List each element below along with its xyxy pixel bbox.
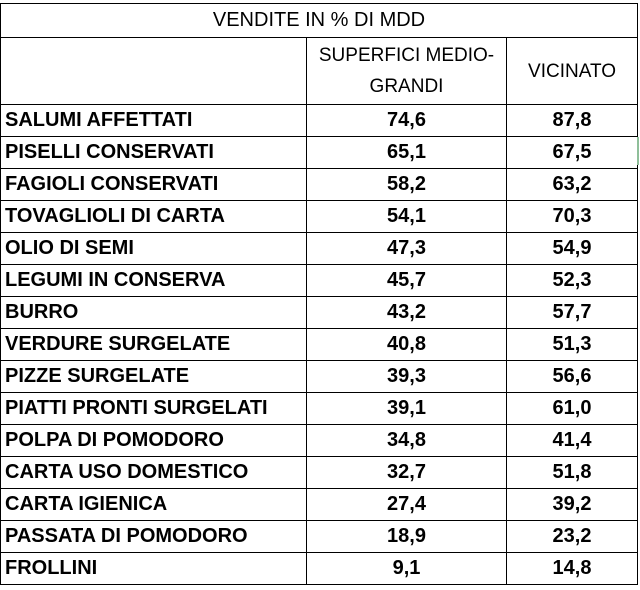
table-row bbox=[1, 169, 638, 201]
value-vicinato: 51,8 bbox=[507, 457, 638, 489]
table-row bbox=[1, 361, 638, 393]
table-title: VENDITE IN % DI MDD bbox=[1, 4, 638, 38]
value-vicinato: 87,8 bbox=[507, 105, 638, 137]
value-vicinato: 51,3 bbox=[507, 329, 638, 361]
title-row bbox=[1, 4, 638, 38]
row-label: TOVAGLIOLI DI CARTA bbox=[1, 201, 307, 233]
row-label: BURRO bbox=[1, 297, 307, 329]
header-vicinato bbox=[507, 38, 638, 105]
value-superfici-medio-grandi: 74,6 bbox=[307, 105, 507, 137]
table-row bbox=[1, 457, 638, 489]
value-superfici-medio-grandi: 34,8 bbox=[307, 425, 507, 457]
value-superfici-medio-grandi: 18,9 bbox=[307, 521, 507, 553]
table-row bbox=[1, 553, 638, 585]
value-vicinato: 14,8 bbox=[507, 553, 638, 585]
value-vicinato: 54,9 bbox=[507, 233, 638, 265]
header-line: GRANDI bbox=[369, 76, 444, 97]
row-label: PIATTI PRONTI SURGELATI bbox=[1, 393, 307, 425]
header-line: VICINATO bbox=[528, 60, 616, 82]
table-row bbox=[1, 265, 638, 297]
table-row bbox=[1, 201, 638, 233]
value-vicinato: 56,6 bbox=[507, 361, 638, 393]
table-row bbox=[1, 393, 638, 425]
table-body bbox=[1, 4, 638, 585]
value-vicinato: 67,5 bbox=[507, 137, 638, 169]
row-label: CARTA IGIENICA bbox=[1, 489, 307, 521]
value-vicinato: 41,4 bbox=[507, 425, 638, 457]
row-label: FROLLINI bbox=[1, 553, 307, 585]
cell-selection-marker bbox=[637, 137, 639, 165]
table-row bbox=[1, 233, 638, 265]
table-row bbox=[1, 137, 638, 169]
value-vicinato: 23,2 bbox=[507, 521, 638, 553]
table-row bbox=[1, 329, 638, 361]
row-label: PIZZE SURGELATE bbox=[1, 361, 307, 393]
header-empty-cell bbox=[1, 38, 307, 105]
value-superfici-medio-grandi: 39,1 bbox=[307, 393, 507, 425]
value-vicinato: 63,2 bbox=[507, 169, 638, 201]
row-label: PISELLI CONSERVATI bbox=[1, 137, 307, 169]
value-vicinato: 61,0 bbox=[507, 393, 638, 425]
value-vicinato: 52,3 bbox=[507, 265, 638, 297]
value-superfici-medio-grandi: 54,1 bbox=[307, 201, 507, 233]
header-superfici-medio-grandi bbox=[307, 38, 507, 105]
table-row bbox=[1, 297, 638, 329]
value-superfici-medio-grandi: 9,1 bbox=[307, 553, 507, 585]
value-superfici-medio-grandi: 43,2 bbox=[307, 297, 507, 329]
row-label: CARTA USO DOMESTICO bbox=[1, 457, 307, 489]
row-label: SALUMI AFFETTATI bbox=[1, 105, 307, 137]
row-label: POLPA DI POMODORO bbox=[1, 425, 307, 457]
row-label: FAGIOLI CONSERVATI bbox=[1, 169, 307, 201]
sales-table bbox=[0, 3, 638, 585]
row-label: OLIO DI SEMI bbox=[1, 233, 307, 265]
table-row bbox=[1, 521, 638, 553]
row-label: LEGUMI IN CONSERVA bbox=[1, 265, 307, 297]
value-vicinato: 70,3 bbox=[507, 201, 638, 233]
value-vicinato: 57,7 bbox=[507, 297, 638, 329]
table-row bbox=[1, 105, 638, 137]
value-superfici-medio-grandi: 27,4 bbox=[307, 489, 507, 521]
value-superfici-medio-grandi: 39,3 bbox=[307, 361, 507, 393]
value-superfici-medio-grandi: 45,7 bbox=[307, 265, 507, 297]
value-superfici-medio-grandi: 40,8 bbox=[307, 329, 507, 361]
header-line: SUPERFICI MEDIO- bbox=[318, 45, 495, 66]
value-vicinato: 39,2 bbox=[507, 489, 638, 521]
row-label: PASSATA DI POMODORO bbox=[1, 521, 307, 553]
value-superfici-medio-grandi: 47,3 bbox=[307, 233, 507, 265]
table-row bbox=[1, 489, 638, 521]
row-label: VERDURE SURGELATE bbox=[1, 329, 307, 361]
value-superfici-medio-grandi: 32,7 bbox=[307, 457, 507, 489]
value-superfici-medio-grandi: 65,1 bbox=[307, 137, 507, 169]
table-row bbox=[1, 425, 638, 457]
header-row bbox=[1, 38, 638, 105]
value-superfici-medio-grandi: 58,2 bbox=[307, 169, 507, 201]
